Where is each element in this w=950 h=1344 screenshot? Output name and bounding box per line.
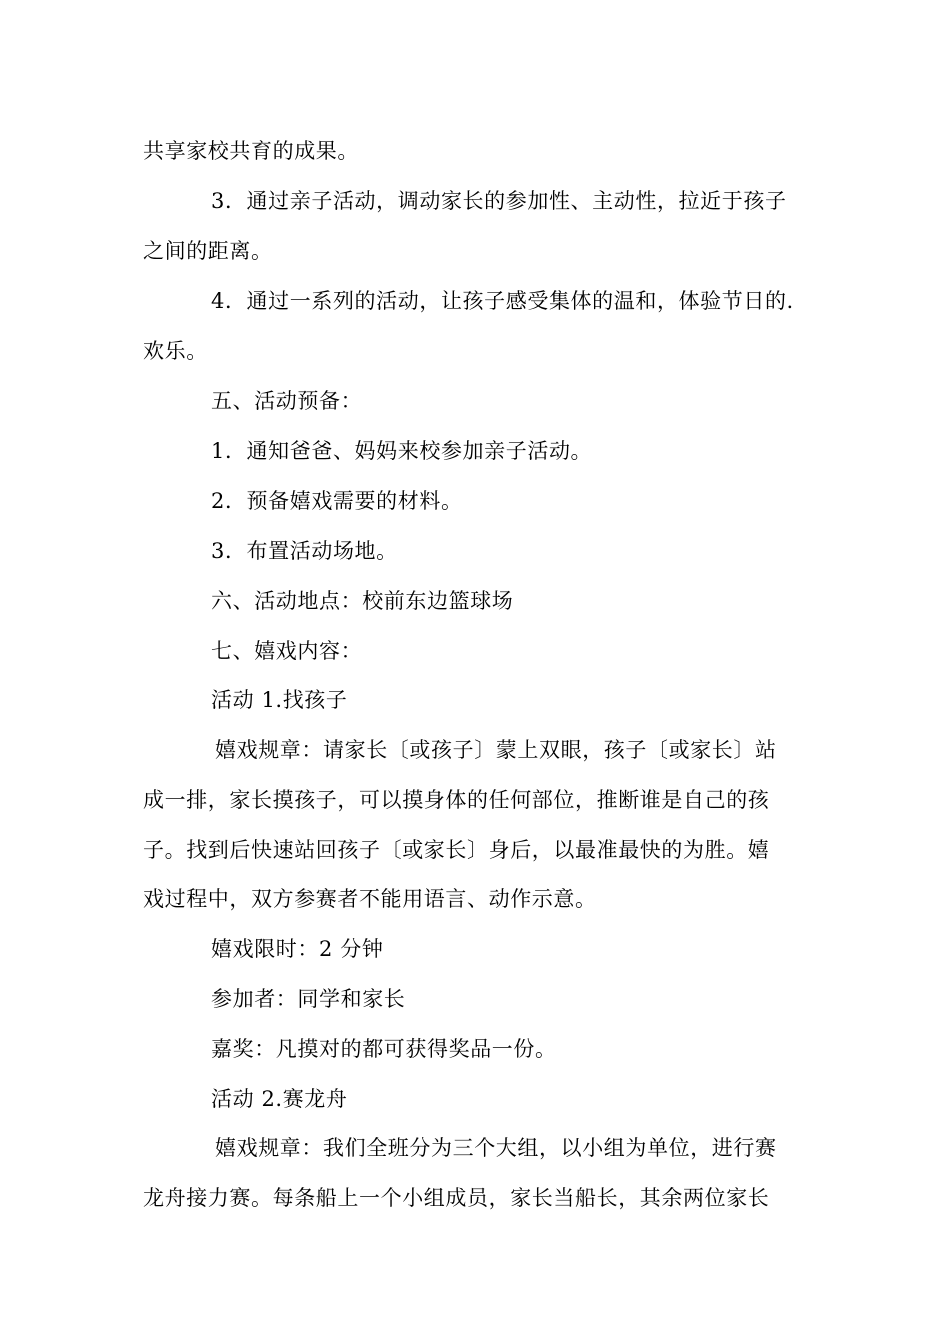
paragraph-line: 欢乐。 — [143, 339, 208, 363]
paragraph-line: 嬉戏限时：2 分钟 — [211, 937, 384, 961]
paragraph-line: 参加者：同学和家长 — [211, 987, 406, 1011]
list-item: 1．通知爸爸、妈妈来校参加亲子活动。 — [211, 439, 593, 463]
paragraph-line: 共享家校共育的成果。 — [143, 139, 359, 163]
section-heading: 五、活动预备： — [211, 389, 363, 413]
paragraph-line: 子。找到后快速站回孩子〔或家长〕身后，以最准最快的为胜。嬉 — [143, 838, 770, 862]
paragraph-line: 3．通过亲子活动，调动家长的参加性、主动性，拉近于孩子 — [211, 189, 787, 213]
paragraph-line: 嬉戏规章：我们全班分为三个大组，以小组为单位，进行赛 — [215, 1136, 777, 1160]
activity-title: 活动 2.赛龙舟 — [211, 1087, 348, 1111]
paragraph-line: 龙舟接力赛。每条船上一个小组成员，家长当船长，其余两位家长 — [143, 1186, 770, 1210]
paragraph-line: 4．通过一系列的活动，让孩子感受集体的温和，体验节日的. — [211, 289, 794, 313]
paragraph-line: 嘉奖：凡摸对的都可获得奖品一份。 — [211, 1037, 557, 1061]
activity-title: 活动 1.找孩子 — [211, 688, 348, 712]
section-heading: 六、活动地点：校前东边篮球场 — [211, 589, 514, 613]
paragraph-line: 成一排，家长摸孩子，可以摸身体的任何部位，推断谁是自己的孩 — [143, 788, 770, 812]
list-item: 2．预备嬉戏需要的材料。 — [211, 489, 463, 513]
section-heading: 七、嬉戏内容： — [211, 639, 363, 663]
paragraph-line: 嬉戏规章：请家长〔或孩子〕蒙上双眼，孩子〔或家长〕站 — [215, 738, 777, 762]
paragraph-line: 之间的距离。 — [143, 239, 273, 263]
list-item: 3．布置活动场地。 — [211, 539, 398, 563]
paragraph-line: 戏过程中，双方参赛者不能用语言、动作示意。 — [143, 887, 597, 911]
